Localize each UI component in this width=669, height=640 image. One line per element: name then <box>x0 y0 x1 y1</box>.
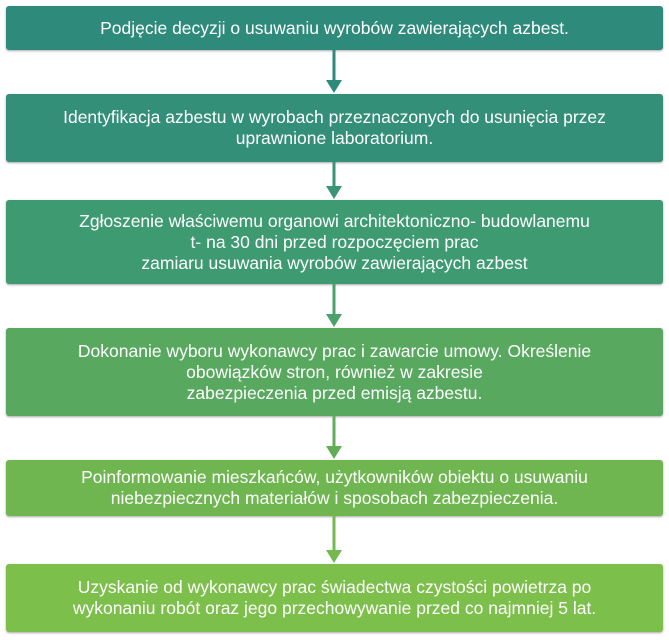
arrow-down-icon <box>324 162 344 200</box>
step-3-text: Zgłoszenie właściwemu organowi architektoniczno- budowlanemu t- na 30 dni przed rozpoczęciem prac zamiaru usuwania wyrobów zawierających azbest <box>79 210 590 273</box>
arrow-down-icon <box>324 516 344 564</box>
arrow-down-icon <box>324 50 344 94</box>
step-6-air-certificate <box>6 564 663 632</box>
step-5-information <box>6 460 663 516</box>
step-4-text: Dokonanie wyboru wykonawcy prac i zawarcie umowy. Określenie obowiązków stron, również w zakresie zabezpieczenia przed emisją azbestu. <box>77 340 592 403</box>
step-6-text: Uzyskanie od wykonawcy prac świadectwa czystości powietrza po wykonaniu robót oraz jego przechowywanie przed co najmniej 5 lat. <box>72 577 597 618</box>
step-3-notification <box>6 200 663 284</box>
step-1-text: Podjęcie decyzji o usuwaniu wyrobów zawierających azbest. <box>100 17 569 38</box>
step-2-text: Identyfikacja azbestu w wyrobach przeznaczonych do usunięcia przez uprawnione laboratorium. <box>63 107 606 148</box>
step-4-contractor-selection <box>6 328 663 416</box>
step-1-decision <box>6 6 663 50</box>
arrow-down-icon <box>324 416 344 460</box>
arrow-down-icon <box>324 284 344 328</box>
step-2-identification <box>6 94 663 162</box>
step-5-text: Poinformowanie mieszkańców, użytkowników obiektu o usuwaniu niebezpiecznych materiałów i sposobach zabezpieczenia. <box>81 467 588 508</box>
